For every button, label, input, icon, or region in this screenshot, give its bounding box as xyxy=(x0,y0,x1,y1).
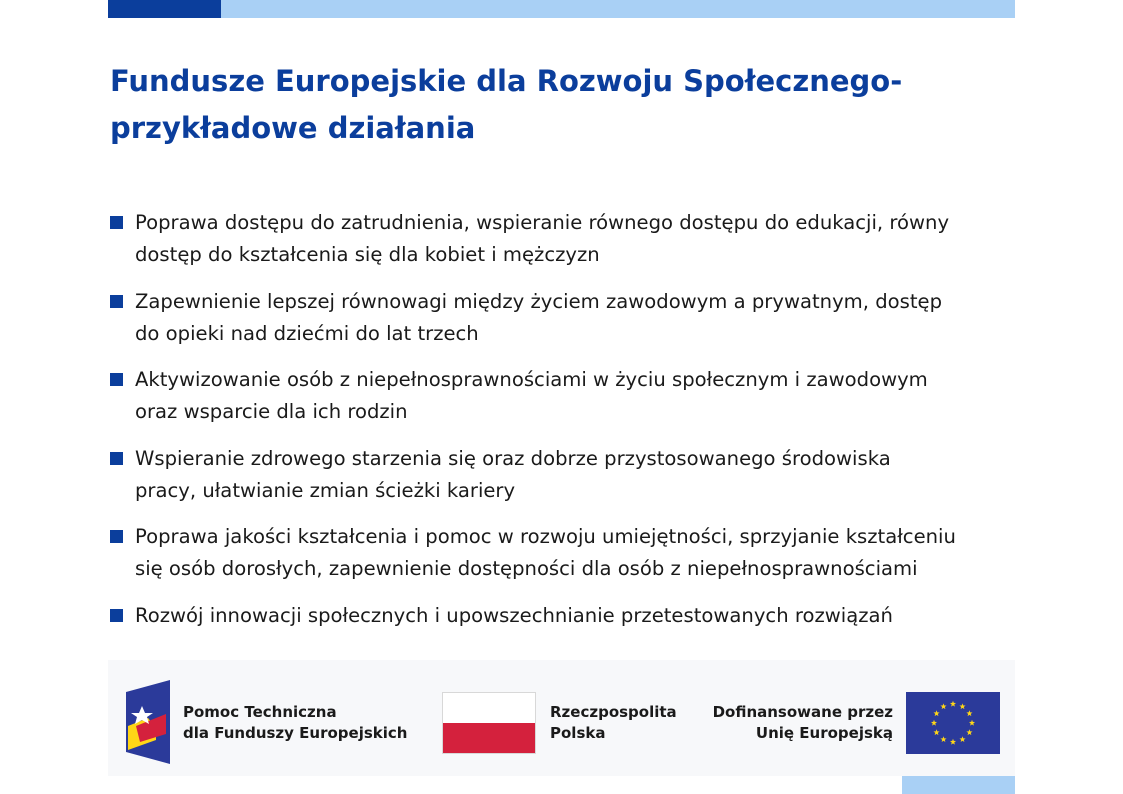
bullet-square-icon xyxy=(110,216,123,229)
list-item-line: dostęp do kształcenia się dla kobiet i mężczyzn xyxy=(135,243,600,266)
list-item xyxy=(108,364,1023,428)
list-item-line: Zapewnienie lepszej równowagi między życiem zawodowym a prywatnym, dostęp xyxy=(135,289,943,313)
list-item xyxy=(108,286,1023,350)
pl-caption-line: Polska xyxy=(550,724,606,742)
top-decorative-bar xyxy=(108,0,1015,18)
title-line-2: przykładowe działania xyxy=(110,111,476,145)
list-item xyxy=(108,521,1023,585)
list-item xyxy=(108,600,1023,632)
bullet-square-icon xyxy=(110,373,123,386)
title-line-1: Fundusze Europejskie dla Rozwoju Społecznego- xyxy=(110,64,903,98)
list-item-line: Aktywizowanie osób z niepełnosprawnościami w życiu społecznym i zawodowym xyxy=(135,368,928,391)
bullet-square-icon xyxy=(110,295,123,308)
eu-caption-line: Unię Europejską xyxy=(755,724,893,742)
bullet-square-icon xyxy=(110,452,123,465)
bullet-square-icon xyxy=(110,609,123,622)
list-item-line: Poprawa dostępu do zatrudnienia, wspieranie równego dostępu do edukacji, równy xyxy=(135,211,950,234)
list-item-line: Wspieranie zdrowego starzenia się oraz dobrze przystosowanego środowiska xyxy=(135,446,891,470)
list-item-line: oraz wsparcie dla ich rodzin xyxy=(135,400,408,423)
eu-caption-line: Dofinansowane przez xyxy=(712,703,893,721)
logo-footer xyxy=(108,660,1015,776)
list-item-line: się osób dorosłych, zapewnienie dostępności dla osób z niepełnosprawnościami xyxy=(135,557,918,580)
fundusze-europejskie-logo-icon xyxy=(126,680,170,764)
fe-caption xyxy=(183,702,407,744)
pl-caption xyxy=(550,702,677,744)
bottom-decorative-bar xyxy=(902,776,1015,794)
eu-caption xyxy=(713,702,893,744)
actions-list xyxy=(108,207,1023,646)
bullet-square-icon xyxy=(110,530,123,543)
top-bar-accent xyxy=(108,0,221,18)
list-item xyxy=(108,207,1023,271)
list-item-line: pracy, ułatwianie zmian ścieżki kariery xyxy=(135,478,516,502)
list-item xyxy=(108,443,1023,507)
polish-flag-icon xyxy=(442,692,536,754)
page-title xyxy=(110,58,1010,152)
fe-caption-line: dla Funduszy Europejskich xyxy=(183,724,408,742)
list-item-line: do opieki nad dziećmi do lat trzech xyxy=(135,321,479,345)
eu-flag-icon xyxy=(906,692,1000,754)
fe-caption-line: Pomoc Techniczna xyxy=(183,703,337,721)
list-item-line: Rozwój innowacji społecznych i upowszechnianie przetestowanych rozwiązań xyxy=(135,603,893,627)
list-item-line: Poprawa jakości kształcenia i pomoc w rozwoju umiejętności, sprzyjanie kształceniu xyxy=(135,525,956,548)
pl-caption-line: Rzeczpospolita xyxy=(550,703,677,721)
